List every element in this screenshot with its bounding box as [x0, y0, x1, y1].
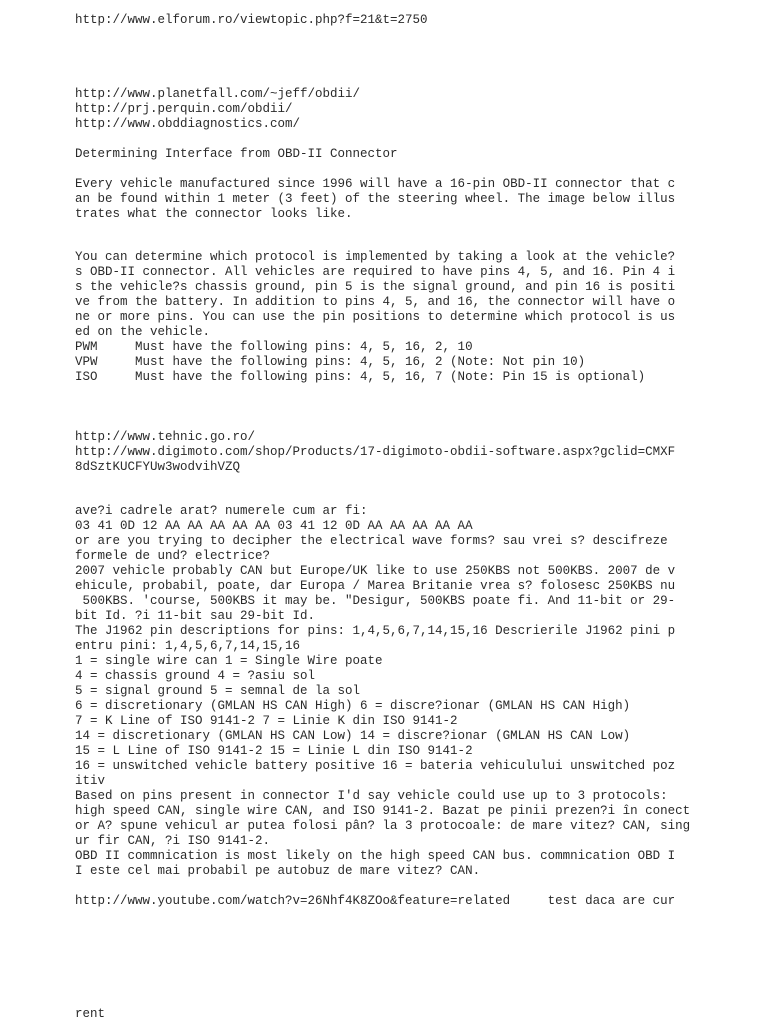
text-line: or are you trying to decipher the electrical wave forms? sau vrei s? descifreze [75, 534, 668, 548]
text-line: ehicule, probabil, poate, dar Europa / Marea Britanie vrea s? folosesc 250KBS nu [75, 579, 676, 593]
text-line: The J1962 pin descriptions for pins: 1,4,5,6,7,14,15,16 Descrierile J1962 pini p [75, 624, 676, 638]
text-line: ave?i cadrele arat? numerele cum ar fi: [75, 504, 368, 518]
link-perquin[interactable]: http://prj.perquin.com/obdii/ [75, 102, 293, 116]
pin-1: 1 = single wire can 1 = Single Wire poate [75, 654, 383, 668]
text-line: trates what the connector looks like. [75, 207, 353, 221]
pin-7: 7 = K Line of ISO 9141-2 7 = Linie K din ISO 9141-2 [75, 714, 458, 728]
text-line: ve from the battery. In addition to pins 4, 5, and 16, the connector will have o [75, 295, 676, 309]
pin-4: 4 = chassis ground 4 = ?asiu sol [75, 669, 316, 683]
pin-5: 5 = signal ground 5 = semnal de la sol [75, 684, 361, 698]
link-planetfall[interactable]: http://www.planetfall.com/~jeff/obdii/ [75, 87, 361, 101]
protocol-pwm: PWM Must have the following pins: 4, 5, 16, 2, 10 [75, 340, 473, 354]
link-tehnic[interactable]: http://www.tehnic.go.ro/ [75, 430, 256, 444]
text-line: Based on pins present in connector I'd say vehicle could use up to 3 protocols: [75, 789, 668, 803]
text-line: an be found within 1 meter (3 feet) of the steering wheel. The image below illus [75, 192, 676, 206]
text-line: rent [75, 1007, 106, 1021]
text-line: formele de und? electrice? [75, 549, 271, 563]
text-line: bit Id. ?i 11-bit sau 29-bit Id. [75, 609, 316, 623]
protocol-vpw: VPW Must have the following pins: 4, 5, 16, 2 (Note: Not pin 10) [75, 355, 586, 369]
pin-6: 6 = discretionary (GMLAN HS CAN High) 6 = discre?ionar (GMLAN HS CAN High) [75, 699, 631, 713]
text-line: You can determine which protocol is implemented by taking a look at the vehicle? [75, 250, 676, 264]
link-obddiagnostics[interactable]: http://www.obddiagnostics.com/ [75, 117, 301, 131]
text-line: s OBD-II connector. All vehicles are required to have pins 4, 5, and 16. Pin 4 i [75, 265, 676, 279]
link-elforum[interactable]: http://www.elforum.ro/viewtopic.php?f=21&t=2750 [75, 13, 428, 27]
text-line: ed on the vehicle. [75, 325, 211, 339]
link-digimoto-cont[interactable]: 8dSztKUCFYUw3wodvihVZQ [75, 460, 241, 474]
link-youtube[interactable]: http://www.youtube.com/watch?v=26Nhf4K8ZOo&feature=related test daca are cur [75, 894, 676, 908]
text-line: s the vehicle?s chassis ground, pin 5 is the signal ground, and pin 16 is positi [75, 280, 676, 294]
protocol-iso: ISO Must have the following pins: 4, 5, 16, 7 (Note: Pin 15 is optional) [75, 370, 646, 384]
pin-14: 14 = discretionary (GMLAN HS CAN Low) 14 = discre?ionar (GMLAN HS CAN Low) [75, 729, 631, 743]
text-line: or A? spune vehicul ar putea folosi pân? la 3 protocoale: de mare vitez? CAN, sing [75, 819, 691, 833]
text-line: ne or more pins. You can use the pin positions to determine which protocol is us [75, 310, 676, 324]
link-digimoto[interactable]: http://www.digimoto.com/shop/Products/17-digimoto-obdii-software.aspx?gclid=CMXF [75, 445, 676, 459]
text-line: itiv [75, 774, 106, 788]
pin-16: 16 = unswitched vehicle battery positive 16 = bateria vehiculului unswitched poz [75, 759, 676, 773]
text-line: Every vehicle manufactured since 1996 will have a 16-pin OBD-II connector that c [75, 177, 676, 191]
section-heading: Determining Interface from OBD-II Connector [75, 147, 398, 161]
text-line: ur fir CAN, ?i ISO 9141-2. [75, 834, 271, 848]
text-line: high speed CAN, single wire CAN, and ISO 9141-2. Bazat pe pinii prezen?i în conect [75, 804, 691, 818]
text-line: OBD II commnication is most likely on the high speed CAN bus. commnication OBD I [75, 849, 676, 863]
text-line: entru pini: 1,4,5,6,7,14,15,16 [75, 639, 301, 653]
text-line: 500KBS. 'course, 500KBS it may be. "Desigur, 500KBS poate fi. And 11-bit or 29- [75, 594, 676, 608]
pin-15: 15 = L Line of ISO 9141-2 15 = Linie L din ISO 9141-2 [75, 744, 473, 758]
hex-frames: 03 41 0D 12 AA AA AA AA AA 03 41 12 0D AA AA AA AA AA [75, 519, 473, 533]
text-line: I este cel mai probabil pe autobuz de mare vitez? CAN. [75, 864, 481, 878]
text-line: 2007 vehicle probably CAN but Europe/UK like to use 250KBS not 500KBS. 2007 de v [75, 564, 676, 578]
